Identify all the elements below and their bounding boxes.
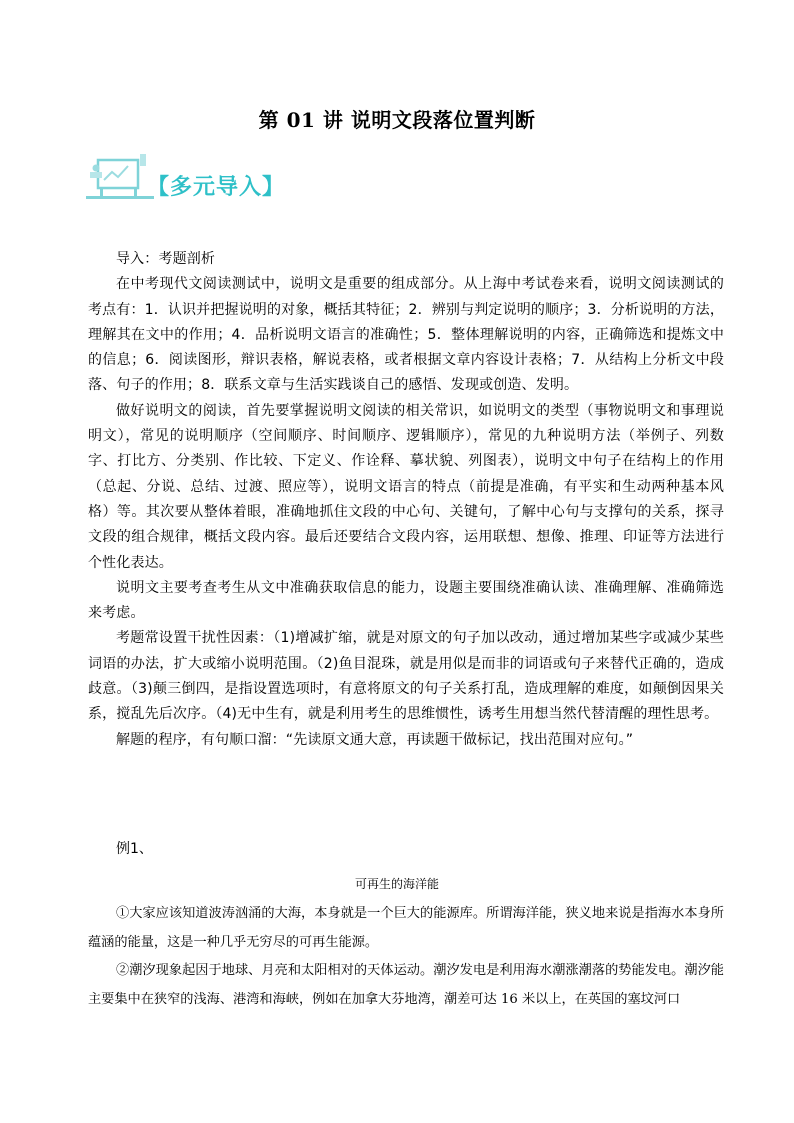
banner-label: 【多元导入】: [147, 175, 286, 200]
intro-label: 导入：考题剖析: [116, 251, 216, 267]
excerpt-paragraph-1: ①大家应该知道波涛汹涌的大海，本身就是一个巨大的能源库。所谓海洋能，狭义地来说是指海水本身所蕴涵的能量，这是一种几乎无穷尽的可再生能源。: [88, 906, 724, 950]
example-label: 例1、: [116, 841, 153, 857]
paragraph-1: 在中考现代文阅读测试中，说明文是重要的组成部分。从上海中考试卷来看，说明文阅读测试的考点有：1．认识并把握说明的对象，概括其特征；2．辨别与判定说明的顺序；3．分析说明的方法，理解其在文中的作用；4．品析说明文语言的准确性；5．整体理解说明的内容，正确筛选和提炼文中的信息；6．阅读图形，辩识表格，解说表格，或者根据文章内容设计表格；7．从结构上分析文中段落、句子的作用；8．联系文章与生活实践谈自己的感悟、发现或创造、发明。: [88, 276, 724, 394]
section-banner: [84, 150, 324, 210]
excerpt-paragraph-2: ②潮汐现象起因于地球、月亮和太阳相对的天体运动。潮汐发电是利用海水潮涨潮落的势能发电。潮汐能主要集中在狭窄的浅海、港湾和海峡，例如在加拿大芬地湾，潮差可达 16 米以上，在英国的塞坟河口: [88, 963, 724, 1007]
page-title: 第 01 讲 说明文段落位置判断: [258, 108, 536, 132]
excerpt-body: [88, 900, 724, 1014]
paragraph-4: 考题常设置干扰性因素：（1)增减扩缩，就是对原文的句子加以改动，通过增加某些字或减少某些词语的办法，扩大或缩小说明范围。（2)鱼目混珠，就是用似是而非的词语或句子来替代正确的，造成歧意。（3)颠三倒四，是指设置选项时，有意将原文的句子关系打乱，造成理解的难度，如颠倒因果关系，搅乱先后次序。（4)无中生有，就是利用考生的思维惯性，诱考生用想当然代替清醒的理性思考。: [88, 630, 724, 723]
excerpt-title: 可再生的海洋能: [354, 877, 439, 891]
body-text: [88, 247, 724, 753]
paragraph-3: 说明文主要考查考生从文中准确获取信息的能力，设题主要围绕准确认读、准确理解、准确筛选来考虑。: [88, 579, 724, 622]
paragraph-2: 做好说明文的阅读，首先要掌握说明文阅读的相关常识，如说明文的类型（事物说明文和事理说明文），常见的说明顺序（空间顺序、时间顺序、逻辑顺序），常见的九种说明方法（举例子、列数字、打比方、分类别、作比较、下定义、作诠释、摹状貌、列图表），说明文中句子在结构上的作用（总起、分说、总结、过渡、照应等），说明文语言的特点（前提是准确，有平实和生动两种基本风格）等。其次要从整体着眼，准确地抓住文段的中心句、关键句，了解中心句与支撑句的关系，探寻文段的组合规律，概括文段内容。最后还要结合文段内容，运用联想、想像、推理、印证等方法进行个性化表达。: [88, 402, 724, 571]
paragraph-5: 解题的程序，有句顺口溜：“先读原文通大意，再读题干做标记，找出范围对应句。”: [116, 731, 634, 748]
teacher-at-board-icon: [84, 150, 156, 206]
